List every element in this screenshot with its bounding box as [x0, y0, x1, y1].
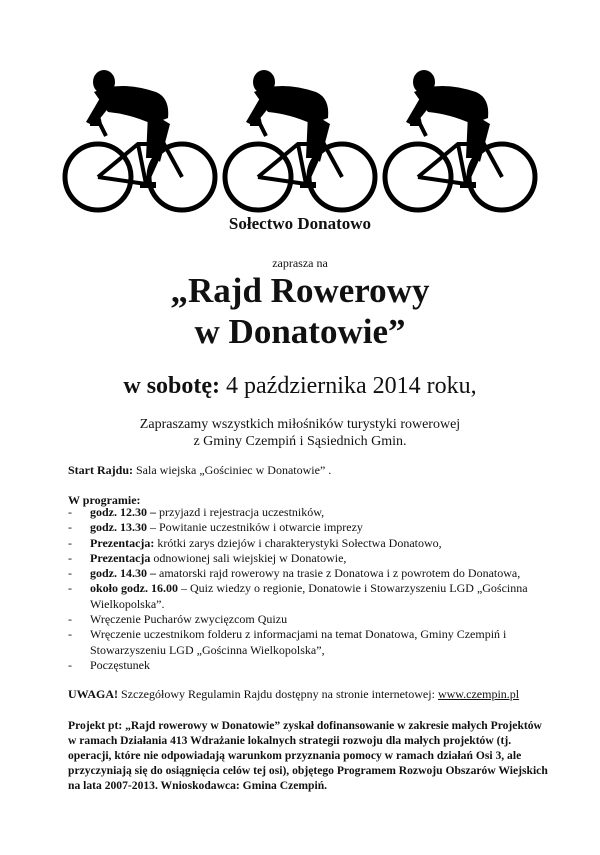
program-item: - Prezentacja: krótki zarys dziejów i charakterystyki Sołectwa Donatowo,	[68, 535, 442, 550]
cyclist-icon-1	[60, 62, 220, 222]
program-item: - około godz. 16.00 – Quiz wiedzy o regionie, Donatowie i Stowarzyszeniu LGD „Gościnna Wielkopolska”.	[68, 581, 528, 611]
program-item: - godz. 14.30 – amatorski rajd rowerowy na trasie z Donatowa i z powrotem do Donatowa,	[68, 566, 521, 581]
start-location: Sala wiejska „Gościniec w Donatowie” .	[136, 463, 332, 477]
event-date-value: 4 października 2014 roku,	[226, 373, 477, 399]
organizer-name: Sołectwo Donatowo	[228, 214, 372, 233]
invite-text: zaprasza na	[272, 256, 328, 270]
welcome-text	[0, 416, 600, 450]
cyclists-illustration	[60, 62, 540, 222]
welcome-line-2: z Gminy Czempiń i Sąsiednich Gmin.	[193, 434, 407, 449]
program-item: - godz. 13.30 – Powitanie uczestników i otwarcie imprezy	[68, 520, 363, 535]
program-heading: W programie:	[68, 493, 141, 507]
event-title	[0, 270, 600, 352]
cyclist-icon-3	[380, 62, 540, 222]
welcome-line-1: Zapraszamy wszystkich miłośników turystyki rowerowej	[139, 417, 461, 432]
notice-label: UWAGA!	[68, 687, 118, 701]
event-date	[0, 373, 600, 400]
program-item: - Prezentacja odnowionej sali wiejskiej w Donatowie,	[68, 550, 347, 565]
start-info	[68, 463, 331, 478]
project-funding-note: Projekt pt: „Rajd rowerowy w Donatowie” zyskał dofinansowanie w zakresie małych Projektów w ramach Działania 413 Wdrażanie lokalnych strategii rozwoju dla małych projektów (tj. operacji, które nie odpowiadają warunkom przyznania pomocy w ramach działań Osi 3, ale przyczyniają się do osiągnięcia celów tej osi), objętego Programem Rozwoju Obszarów Wiejskich na lata 2007-2013. Wnioskodawca: Gmina Czempiń.	[68, 719, 548, 792]
notice	[68, 687, 548, 702]
notice-text: Szczegółowy Regulamin Rajdu dostępny na stronie internetowej:	[121, 687, 435, 701]
program-item: - Poczęstunek	[68, 657, 150, 672]
event-date-prefix: w sobotę:	[123, 373, 221, 399]
website-link[interactable]: www.czempin.pl	[437, 687, 520, 701]
program-item: - Wręczenie Pucharów zwycięzcom Quizu	[68, 612, 288, 627]
event-title-line-2: w Donatowie”	[194, 312, 406, 351]
program-list	[68, 505, 548, 673]
program-item: - Wręczenie uczestnikom folderu z informacjami na temat Donatowa, Gminy Czempiń i Stowarzyszeniu LGD „Gościnna Wielkopolska”,	[68, 627, 507, 657]
start-label: Start Rajdu:	[68, 463, 133, 477]
event-title-line-1: „Rajd Rowerowy	[170, 271, 430, 310]
program-item: - godz. 12.30 – przyjazd i rejestracja uczestników,	[68, 505, 325, 519]
cyclist-icon-2	[220, 62, 380, 222]
